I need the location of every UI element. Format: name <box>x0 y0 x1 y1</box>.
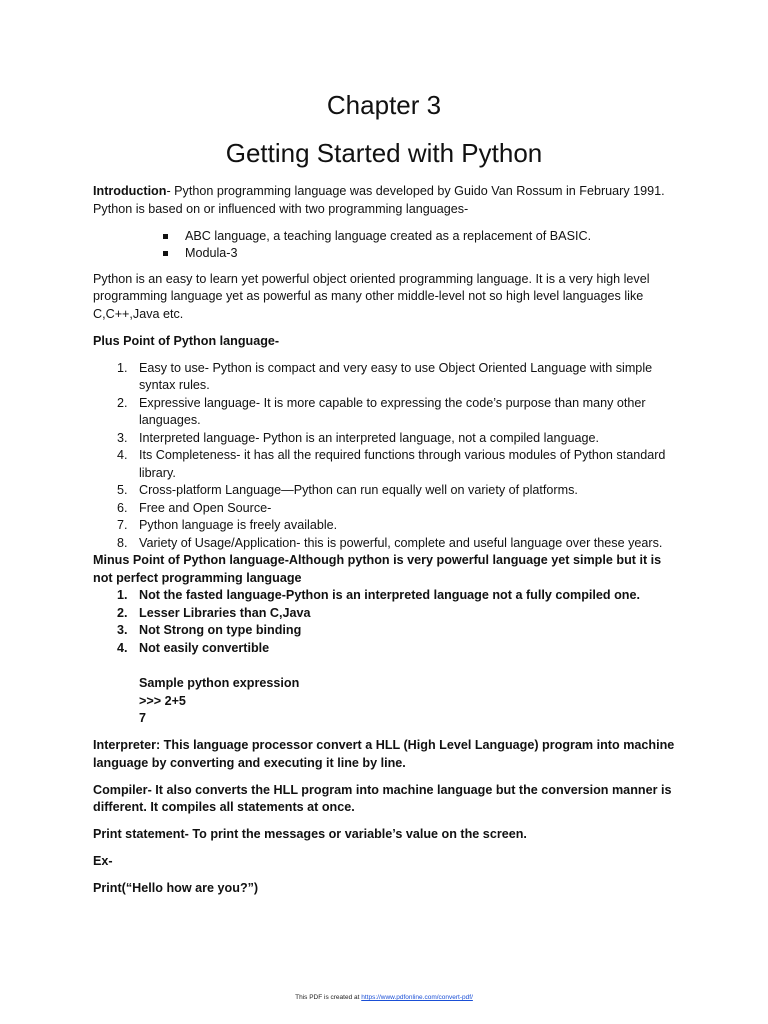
list-item: 3. Interpreted language- Python is an interpreted language, not a compiled language. <box>117 430 599 445</box>
document-body <box>93 183 683 907</box>
list-item: 1. Easy to use- Python is compact and very easy to use Object Oriented Language with simple syntax rules. <box>117 360 653 392</box>
interpreter-paragraph: Interpreter: This language processor convert a HLL (High Level Language) program into machine language by converting and executing it line by line. <box>93 738 675 770</box>
list-item: Modula-3 <box>163 245 683 263</box>
list-item: 6. Free and Open Source- <box>117 500 272 515</box>
footer-link[interactable]: https://www.pdfonline.com/convert-pdf/ <box>361 994 473 1001</box>
list-item: 5. Cross-platform Language—Python can run equally well on variety of platforms. <box>117 483 578 497</box>
python-description-paragraph: Python is an easy to learn yet powerful object oriented programming language. It is a very high level programming language yet as powerful as many other middle-level not so high level languages like C,C++,Java etc. <box>93 271 650 321</box>
list-item: 8. Variety of Usage/Application- this is powerful, complete and useful language over these years. <box>117 535 663 550</box>
sample-label: Sample python expression <box>139 676 300 690</box>
sample-expression: >>> 2+5 <box>139 693 186 708</box>
list-item: 3. Not Strong on type binding <box>117 623 302 637</box>
minus-points-heading: Minus Point of Python language-Although python is very powerful language yet simple but it is not perfect programming language <box>93 553 662 585</box>
sample-expression-block <box>93 675 683 728</box>
intro-paragraph <box>93 183 683 218</box>
minus-points-list <box>93 587 683 657</box>
plus-points-heading: Plus Point of Python language- <box>93 333 280 348</box>
compiler-paragraph: Compiler- It also converts the HLL program into machine language but the conversion manner is different. It compiles all statements at once. <box>93 782 672 814</box>
list-item: 4. Its Completeness- it has all the required functions through various modules of Python standard library. <box>117 448 666 480</box>
list-item: 4. Not easily convertible <box>117 640 270 655</box>
print-statement-paragraph: Print statement- To print the messages or variable’s value on the screen. <box>93 827 527 841</box>
list-item: 7. Python language is freely available. <box>117 518 338 532</box>
sample-result: 7 <box>139 711 147 725</box>
chapter-heading: Chapter 3 <box>326 90 442 120</box>
plus-points-list <box>93 360 683 553</box>
pdf-footer <box>0 994 768 1001</box>
language-influences-list <box>93 228 683 263</box>
list-item: 2. Expressive language- It is more capable to expressing the code’s purpose than many other languages. <box>117 395 646 427</box>
intro-label: Introduction <box>93 184 167 198</box>
print-example: Print(“Hello how are you?”) <box>93 881 259 895</box>
chapter-title: Getting Started with Python <box>225 138 543 168</box>
intro-text: - Python programming language was developed by Guido Van Rossum in February 1991. Python is based on or influenced with two programming languages- <box>93 184 665 216</box>
list-item: 1. Not the fasted language-Python is an interpreted language not a fully compiled one. <box>117 588 641 602</box>
list-item: ABC language, a teaching language created as a replacement of BASIC. <box>163 228 683 246</box>
footer-text: This PDF is created at <box>295 994 362 1001</box>
example-label: Ex- <box>93 854 113 868</box>
list-item: 2. Lesser Libraries than C,Java <box>117 605 311 620</box>
